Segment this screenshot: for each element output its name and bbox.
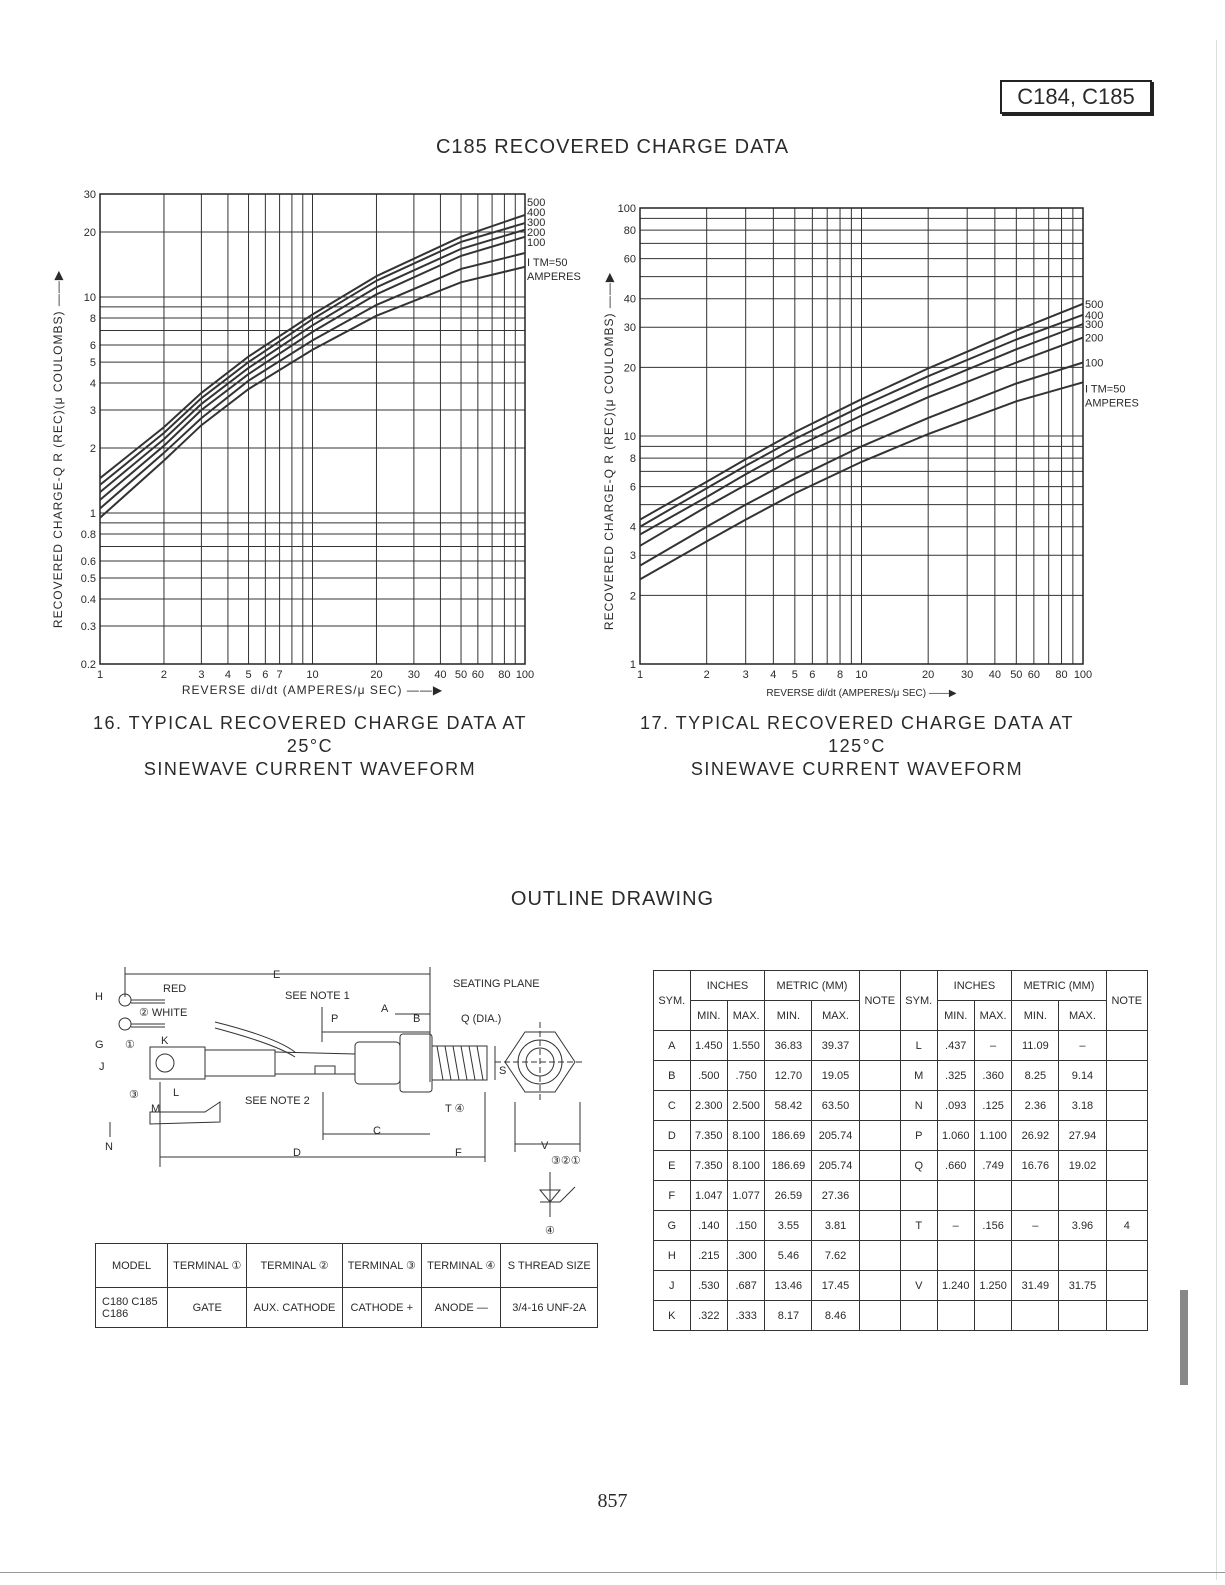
outline-drawing-svg bbox=[85, 962, 605, 1242]
dim-table-cell: 1.550 bbox=[727, 1031, 764, 1061]
dim-table-cell: 13.46 bbox=[765, 1271, 812, 1301]
x-tick-label: 40 bbox=[988, 669, 1001, 681]
dim-table-cell: 1.250 bbox=[974, 1271, 1011, 1301]
label-p: P bbox=[331, 1013, 339, 1025]
dim-table-cell bbox=[1106, 1241, 1147, 1271]
label-c: C bbox=[373, 1125, 381, 1137]
dim-table-cell bbox=[859, 1211, 900, 1241]
dim-table-cell: 36.83 bbox=[765, 1031, 812, 1061]
series-label: 300 bbox=[527, 217, 546, 229]
label-l: L bbox=[173, 1087, 180, 1099]
label-a: A bbox=[381, 1003, 389, 1015]
dim-table-cell: – bbox=[974, 1031, 1011, 1061]
series-label: 500 bbox=[527, 197, 546, 209]
x-tick-label: 20 bbox=[370, 669, 383, 681]
label-e: E bbox=[273, 969, 281, 981]
dim-table-cell: .093 bbox=[937, 1091, 974, 1121]
label-s: S bbox=[499, 1065, 507, 1077]
y-tick-label: 30 bbox=[83, 189, 96, 201]
terminal-table-header: TERMINAL ③ bbox=[342, 1244, 421, 1288]
chart-16 bbox=[40, 180, 610, 710]
dim-table-row bbox=[654, 1061, 1148, 1091]
y-tick-label: 6 bbox=[629, 481, 636, 494]
dim-table-cell: 1.047 bbox=[690, 1181, 727, 1211]
y-tick-label: 8 bbox=[89, 312, 96, 325]
dim-header-max: MAX. bbox=[974, 1001, 1011, 1031]
y-tick-label: 1 bbox=[89, 508, 96, 521]
x-tick-label: 50 bbox=[1010, 669, 1023, 681]
dim-table-cell: 39.37 bbox=[812, 1031, 859, 1061]
dim-table-cell: 186.69 bbox=[765, 1121, 812, 1151]
dim-table-cell: 5.46 bbox=[765, 1241, 812, 1271]
label-red: RED bbox=[163, 983, 187, 995]
y-tick-label: 30 bbox=[623, 322, 636, 335]
dim-table-cell: 7.350 bbox=[690, 1121, 727, 1151]
label-f: F bbox=[455, 1147, 462, 1159]
x-tick-label: 50 bbox=[454, 669, 468, 681]
dim-table-cell bbox=[1106, 1151, 1147, 1181]
dim-table-cell: 1.450 bbox=[690, 1031, 727, 1061]
x-tick-label: 7 bbox=[276, 669, 283, 681]
dim-table-cell: 205.74 bbox=[812, 1121, 859, 1151]
dim-header-max: MAX. bbox=[1059, 1001, 1106, 1031]
dim-table-cell bbox=[900, 1181, 937, 1211]
dim-table-cell: E bbox=[654, 1151, 691, 1181]
dim-table-cell: .750 bbox=[727, 1061, 764, 1091]
x-tick-label: 1 bbox=[636, 669, 644, 681]
dim-table-cell bbox=[859, 1241, 900, 1271]
dim-table-cell: 2.500 bbox=[727, 1091, 764, 1121]
dim-table-row bbox=[654, 1241, 1148, 1271]
dim-table-cell: 19.02 bbox=[1059, 1151, 1106, 1181]
dim-table-cell: L bbox=[900, 1031, 937, 1061]
label-n: N bbox=[105, 1141, 113, 1153]
dim-table-cell: .530 bbox=[690, 1271, 727, 1301]
series-label: AMPERES bbox=[1085, 397, 1139, 410]
y-tick-label: 0.3 bbox=[80, 620, 96, 633]
dim-table-cell: .215 bbox=[690, 1241, 727, 1271]
dim-table-cell: .687 bbox=[727, 1271, 764, 1301]
dim-table-cell: 8.17 bbox=[765, 1301, 812, 1331]
dim-table-cell: .322 bbox=[690, 1301, 727, 1331]
terminal-table-cell: GATE bbox=[168, 1288, 247, 1328]
outline-title: OUTLINE DRAWING bbox=[510, 888, 715, 910]
label-v: V bbox=[541, 1140, 549, 1152]
dim-table-cell: 31.49 bbox=[1012, 1271, 1059, 1301]
dim-table-cell: 19.05 bbox=[812, 1061, 859, 1091]
y-tick-label: 0.6 bbox=[80, 555, 96, 568]
dim-table-cell: .140 bbox=[690, 1211, 727, 1241]
dim-table-cell: 8.100 bbox=[727, 1151, 764, 1181]
x-tick-label: 4 bbox=[770, 669, 777, 681]
dim-table-cell bbox=[937, 1241, 974, 1271]
series-label: 100 bbox=[527, 237, 546, 249]
dim-table-cell: 3.81 bbox=[812, 1211, 859, 1241]
x-tick-label: 10 bbox=[855, 669, 868, 681]
y-tick-label: 20 bbox=[623, 362, 636, 375]
dim-table-cell: 1.077 bbox=[727, 1181, 764, 1211]
series-label: 500 bbox=[1085, 298, 1104, 311]
dim-table-cell: .333 bbox=[727, 1301, 764, 1331]
x-tick-label: 1 bbox=[96, 669, 104, 681]
margin-tab-marker bbox=[1180, 1290, 1188, 1385]
y-tick-label: 0.8 bbox=[80, 528, 96, 541]
y-tick-label: 40 bbox=[623, 293, 636, 306]
dim-table-row bbox=[654, 1151, 1148, 1181]
x-tick-label: 2 bbox=[160, 669, 168, 681]
dim-table-cell: .150 bbox=[727, 1211, 764, 1241]
dim-table-cell: 63.50 bbox=[812, 1091, 859, 1121]
label-circle-3: ③ bbox=[129, 1089, 139, 1101]
terminal-table-cell: ANODE — bbox=[422, 1288, 501, 1328]
dim-table-cell: 3.18 bbox=[1059, 1091, 1106, 1121]
dim-table-cell bbox=[1106, 1031, 1147, 1061]
chart-16-caption bbox=[70, 712, 550, 781]
x-tick-label: 10 bbox=[306, 669, 319, 681]
series-label: I TM=50 bbox=[1085, 383, 1126, 396]
dim-table-cell bbox=[859, 1271, 900, 1301]
label-h: H bbox=[95, 991, 103, 1003]
dim-table-cell bbox=[974, 1181, 1011, 1211]
dim-table-cell: .360 bbox=[974, 1061, 1011, 1091]
dim-table-cell: .749 bbox=[974, 1151, 1011, 1181]
dim-table-row bbox=[654, 1271, 1148, 1301]
y-tick-label: 2 bbox=[89, 443, 96, 456]
dimension-table-body bbox=[654, 1031, 1148, 1331]
model-line: C180 C185 bbox=[102, 1295, 158, 1308]
chart-17 bbox=[595, 195, 1170, 710]
y-tick-label: 10 bbox=[623, 431, 636, 443]
label-see-note-2: SEE NOTE 2 bbox=[245, 1095, 310, 1107]
terminal-table-cell: AUX. CATHODE bbox=[247, 1288, 342, 1328]
dim-table-cell bbox=[900, 1301, 937, 1331]
dim-table-cell bbox=[859, 1031, 900, 1061]
y-tick-label: 4 bbox=[629, 521, 636, 534]
x-tick-label: 100 bbox=[1073, 669, 1093, 681]
dim-header-min: MIN. bbox=[765, 1001, 812, 1031]
dim-header-note: NOTE bbox=[859, 971, 900, 1031]
dim-table-cell bbox=[1059, 1301, 1106, 1331]
y-axis-label: RECOVERED CHARGE-Q R (REC)(μ COULOMBS) ——▶ bbox=[602, 271, 616, 631]
terminal-table-header: TERMINAL ④ bbox=[422, 1244, 501, 1288]
dim-table-cell: 3.96 bbox=[1059, 1211, 1106, 1241]
dim-table-cell bbox=[974, 1241, 1011, 1271]
dim-table-cell: J bbox=[654, 1271, 691, 1301]
terminal-table-cell: 3/4-16 UNF-2A bbox=[501, 1288, 598, 1328]
dim-header-metric: METRIC (MM) bbox=[1012, 971, 1106, 1001]
x-axis-label: REVERSE di/dt (AMPERES/μ SEC) ——▶ bbox=[766, 688, 957, 699]
terminal-table-header: S THREAD SIZE bbox=[501, 1244, 598, 1288]
label-m: M bbox=[151, 1103, 161, 1115]
dim-table-cell bbox=[937, 1301, 974, 1331]
label-k: K bbox=[161, 1035, 169, 1047]
series-label: 300 bbox=[1085, 318, 1104, 331]
page-number: 857 bbox=[597, 1490, 628, 1512]
y-tick-label: 10 bbox=[83, 292, 96, 305]
dim-table-cell: 12.70 bbox=[765, 1061, 812, 1091]
dim-header-sym: SYM. bbox=[900, 971, 937, 1031]
dim-table-cell: 58.42 bbox=[765, 1091, 812, 1121]
dim-table-cell bbox=[859, 1181, 900, 1211]
y-tick-label: 4 bbox=[89, 377, 96, 390]
chart-16-caption-line2: SINEWAVE CURRENT WAVEFORM bbox=[143, 759, 477, 779]
terminal-table-model bbox=[96, 1288, 168, 1328]
dim-table-row bbox=[654, 1031, 1148, 1061]
dim-table-cell bbox=[1106, 1121, 1147, 1151]
series-label: AMPERES bbox=[527, 271, 581, 283]
label-seating-plane: SEATING PLANE bbox=[453, 978, 540, 990]
dim-table-cell: 26.92 bbox=[1012, 1121, 1059, 1151]
x-tick-label: 80 bbox=[1055, 669, 1068, 681]
x-tick-label: 20 bbox=[922, 669, 935, 681]
dim-table-cell bbox=[1059, 1181, 1106, 1211]
dim-table-cell: D bbox=[654, 1121, 691, 1151]
dim-table-cell: 7.350 bbox=[690, 1151, 727, 1181]
series-label: 400 bbox=[1085, 309, 1104, 322]
dim-table-cell: Q bbox=[900, 1151, 937, 1181]
chart-17-svg bbox=[595, 195, 1170, 710]
chart-16-svg bbox=[40, 180, 610, 710]
dim-table-cell bbox=[1106, 1091, 1147, 1121]
y-tick-label: 2 bbox=[629, 590, 636, 603]
dim-table-cell bbox=[1059, 1241, 1106, 1271]
label-t: T ④ bbox=[445, 1103, 465, 1115]
dim-table-cell bbox=[859, 1061, 900, 1091]
dim-table-cell bbox=[1012, 1181, 1059, 1211]
x-tick-label: 60 bbox=[471, 669, 484, 681]
dim-header-min: MIN. bbox=[1012, 1001, 1059, 1031]
label-b: B bbox=[413, 1013, 421, 1025]
dim-table-cell bbox=[1106, 1061, 1147, 1091]
dim-table-cell: K bbox=[654, 1301, 691, 1331]
dim-table-cell: A bbox=[654, 1031, 691, 1061]
model-line: C186 bbox=[102, 1307, 129, 1320]
x-tick-label: 3 bbox=[742, 669, 749, 681]
y-tick-label: 8 bbox=[629, 453, 636, 466]
y-axis-label: RECOVERED CHARGE-Q R (REC)(μ COULOMBS) ——▶ bbox=[51, 269, 65, 629]
series-label: 400 bbox=[527, 207, 546, 219]
dim-table-cell bbox=[1106, 1181, 1147, 1211]
terminal-table bbox=[95, 1243, 598, 1328]
y-tick-label: 60 bbox=[623, 253, 636, 266]
dim-table-row bbox=[654, 1211, 1148, 1241]
dim-header-min: MIN. bbox=[690, 1001, 727, 1031]
dim-header-sym: SYM. bbox=[654, 971, 691, 1031]
chart-17-caption-line2: SINEWAVE CURRENT WAVEFORM bbox=[690, 759, 1024, 779]
dim-table-cell: .156 bbox=[974, 1211, 1011, 1241]
y-tick-label: 20 bbox=[83, 227, 96, 240]
x-tick-label: 30 bbox=[961, 669, 974, 681]
dim-table-cell bbox=[937, 1181, 974, 1211]
dim-header-max: MAX. bbox=[727, 1001, 764, 1031]
series-label: 100 bbox=[1085, 357, 1104, 370]
dim-table-cell: B bbox=[654, 1061, 691, 1091]
dim-table-cell: 2.300 bbox=[690, 1091, 727, 1121]
y-tick-label: 100 bbox=[617, 203, 636, 215]
dim-header-note: NOTE bbox=[1106, 971, 1147, 1031]
series-label: 200 bbox=[1085, 332, 1104, 345]
dim-table-cell: M bbox=[900, 1061, 937, 1091]
dim-header-metric: METRIC (MM) bbox=[765, 971, 859, 1001]
label-symbol-terminals: ③②① bbox=[551, 1155, 581, 1167]
dim-table-cell: 8.100 bbox=[727, 1121, 764, 1151]
y-tick-label: 0.2 bbox=[80, 659, 96, 671]
dim-table-cell: .660 bbox=[937, 1151, 974, 1181]
dim-table-cell: F bbox=[654, 1181, 691, 1211]
dim-table-cell: .500 bbox=[690, 1061, 727, 1091]
dim-table-cell bbox=[859, 1151, 900, 1181]
dim-table-cell bbox=[1106, 1271, 1147, 1301]
terminal-table-header: MODEL bbox=[96, 1244, 168, 1288]
dim-table-cell: – bbox=[937, 1211, 974, 1241]
label-d: D bbox=[293, 1147, 301, 1159]
bottom-rule bbox=[0, 1572, 1225, 1573]
label-symbol-anode: ④ bbox=[545, 1225, 555, 1237]
dim-table-cell: 31.75 bbox=[1059, 1271, 1106, 1301]
label-q-dia: Q (DIA.) bbox=[461, 1013, 502, 1025]
series-label: I TM=50 bbox=[527, 257, 568, 269]
dim-table-cell: 11.09 bbox=[1012, 1031, 1059, 1061]
dim-table-cell bbox=[859, 1091, 900, 1121]
terminal-table-cell: CATHODE + bbox=[342, 1288, 421, 1328]
dim-table-cell: 8.25 bbox=[1012, 1061, 1059, 1091]
x-tick-label: 60 bbox=[1027, 669, 1040, 681]
x-tick-label: 4 bbox=[224, 669, 232, 681]
dim-table-cell: P bbox=[900, 1121, 937, 1151]
dimension-table bbox=[653, 970, 1148, 1331]
dim-table-cell: T bbox=[900, 1211, 937, 1241]
y-tick-label: 5 bbox=[89, 357, 96, 370]
dim-table-cell: C bbox=[654, 1091, 691, 1121]
x-tick-label: 40 bbox=[434, 669, 447, 681]
dim-table-cell: .300 bbox=[727, 1241, 764, 1271]
dim-table-row bbox=[654, 1301, 1148, 1331]
x-tick-label: 5 bbox=[245, 669, 252, 681]
dim-table-cell: 205.74 bbox=[812, 1151, 859, 1181]
dim-table-cell: H bbox=[654, 1241, 691, 1271]
x-tick-label: 80 bbox=[498, 669, 511, 681]
outline-drawing bbox=[85, 962, 605, 1242]
x-tick-label: 5 bbox=[791, 669, 798, 681]
chart-17-caption bbox=[612, 712, 1102, 781]
dim-table-cell: N bbox=[900, 1091, 937, 1121]
dim-table-cell: 1.240 bbox=[937, 1271, 974, 1301]
x-axis-label: REVERSE di/dt (AMPERES/μ SEC) ——▶ bbox=[181, 683, 444, 697]
label-circle-1: ① bbox=[125, 1039, 135, 1051]
terminal-table-header: TERMINAL ① bbox=[168, 1244, 247, 1288]
y-tick-label: 80 bbox=[623, 225, 636, 238]
page-edge-line bbox=[1216, 40, 1217, 1580]
dim-table-cell: 8.46 bbox=[812, 1301, 859, 1331]
dim-header-max: MAX. bbox=[812, 1001, 859, 1031]
dim-table-cell: .125 bbox=[974, 1091, 1011, 1121]
x-tick-label: 100 bbox=[515, 669, 535, 681]
dim-table-cell: 186.69 bbox=[765, 1151, 812, 1181]
dim-table-cell: G bbox=[654, 1211, 691, 1241]
x-tick-label: 6 bbox=[809, 669, 816, 681]
dim-table-cell: 17.45 bbox=[812, 1271, 859, 1301]
dim-table-cell: 4 bbox=[1106, 1211, 1147, 1241]
dim-table-row bbox=[654, 1181, 1148, 1211]
dim-table-cell: 3.55 bbox=[765, 1211, 812, 1241]
part-number-box: C184, C185 bbox=[1000, 80, 1152, 114]
y-tick-label: 0.4 bbox=[80, 593, 96, 606]
series-label: 200 bbox=[527, 227, 546, 239]
dim-table-cell: 27.94 bbox=[1059, 1121, 1106, 1151]
dim-table-cell bbox=[974, 1301, 1011, 1331]
x-tick-label: 8 bbox=[836, 669, 844, 681]
dim-table-cell: 27.36 bbox=[812, 1181, 859, 1211]
chart-16-caption-line1: 16. TYPICAL RECOVERED CHARGE DATA AT 25°C bbox=[92, 713, 528, 756]
dim-table-cell bbox=[1012, 1241, 1059, 1271]
dim-header-inches: INCHES bbox=[690, 971, 765, 1001]
dim-header-min: MIN. bbox=[937, 1001, 974, 1031]
dim-table-cell: V bbox=[900, 1271, 937, 1301]
y-tick-label: 6 bbox=[89, 339, 96, 352]
dim-header-inches: INCHES bbox=[937, 971, 1012, 1001]
label-see-note-1: SEE NOTE 1 bbox=[285, 990, 350, 1002]
dim-table-cell: – bbox=[1059, 1031, 1106, 1061]
x-tick-label: 2 bbox=[703, 669, 710, 681]
dim-table-cell bbox=[859, 1121, 900, 1151]
dim-table-cell: 26.59 bbox=[765, 1181, 812, 1211]
dim-table-cell: .437 bbox=[937, 1031, 974, 1061]
dim-table-cell: – bbox=[1012, 1211, 1059, 1241]
terminal-table-header: TERMINAL ② bbox=[247, 1244, 342, 1288]
y-tick-label: 3 bbox=[629, 550, 636, 563]
label-j: J bbox=[99, 1061, 105, 1073]
y-tick-label: 0.5 bbox=[80, 573, 96, 586]
x-tick-label: 6 bbox=[262, 669, 269, 681]
y-tick-label: 3 bbox=[89, 404, 96, 417]
dim-table-row bbox=[654, 1121, 1148, 1151]
dim-table-cell: 16.76 bbox=[1012, 1151, 1059, 1181]
x-tick-label: 30 bbox=[407, 669, 421, 681]
y-tick-label: 1 bbox=[629, 659, 636, 671]
dim-table-cell: 1.100 bbox=[974, 1121, 1011, 1151]
label-g: G bbox=[95, 1039, 104, 1051]
dim-table-cell bbox=[900, 1241, 937, 1271]
dim-table-cell bbox=[1012, 1301, 1059, 1331]
chart-17-caption-line1: 17. TYPICAL RECOVERED CHARGE DATA AT 125°C bbox=[639, 713, 1075, 756]
x-tick-label: 3 bbox=[198, 669, 205, 681]
dim-table-cell bbox=[859, 1301, 900, 1331]
dim-table-cell: 1.060 bbox=[937, 1121, 974, 1151]
label-white: ② WHITE bbox=[139, 1007, 188, 1019]
dim-table-cell: 7.62 bbox=[812, 1241, 859, 1271]
dim-table-cell: 9.14 bbox=[1059, 1061, 1106, 1091]
section-title: C185 RECOVERED CHARGE DATA bbox=[435, 136, 790, 158]
dim-table-cell: .325 bbox=[937, 1061, 974, 1091]
dim-table-cell: 2.36 bbox=[1012, 1091, 1059, 1121]
dim-table-cell bbox=[1106, 1301, 1147, 1331]
dim-table-row bbox=[654, 1091, 1148, 1121]
